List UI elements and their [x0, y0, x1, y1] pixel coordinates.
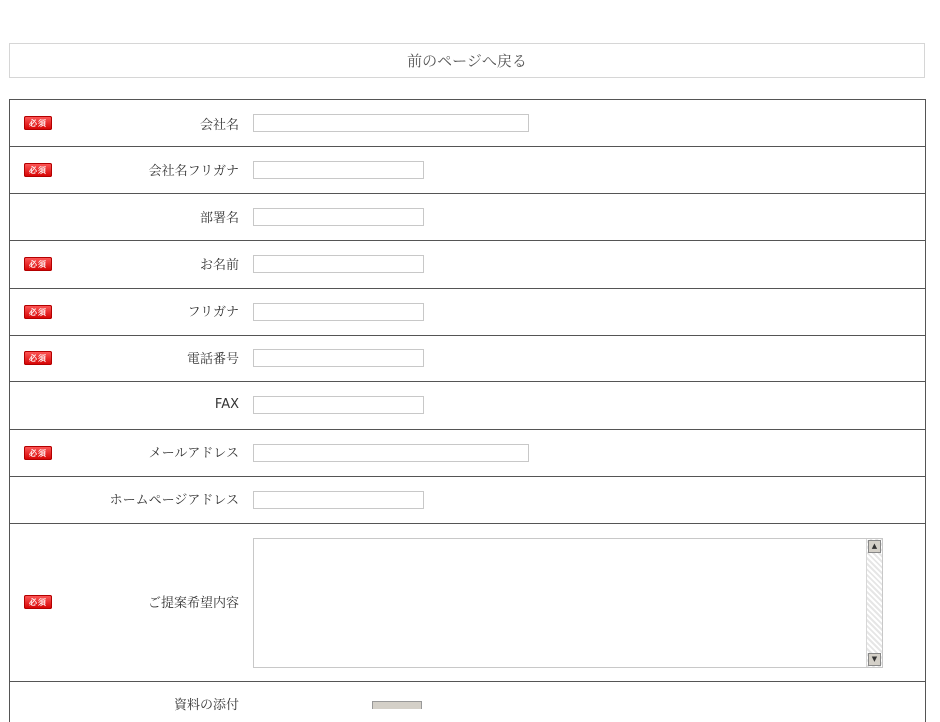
- form-row-name: [10, 241, 925, 289]
- required-badge: 必須: [24, 163, 52, 177]
- name-kana-input[interactable]: [253, 303, 424, 321]
- required-badge: 必須: [24, 595, 52, 609]
- back-to-previous-page-button[interactable]: [9, 43, 925, 78]
- fax-input[interactable]: [253, 396, 424, 414]
- form-row-phone: [10, 336, 925, 382]
- label-homepage: ホームページアドレス: [109, 493, 239, 508]
- company-name-kana-input[interactable]: [253, 161, 424, 179]
- form-row-company-name: [10, 100, 925, 147]
- department-input[interactable]: [253, 208, 424, 226]
- form-row-homepage: [10, 477, 925, 524]
- arrow-up-icon[interactable]: ▲: [868, 540, 881, 553]
- label-proposal: ご提案希望内容: [147, 596, 239, 611]
- label-company-name-kana: 会社名フリガナ: [148, 164, 239, 179]
- form-row-attachment: [10, 682, 925, 722]
- form-row-email: [10, 430, 925, 477]
- contact-form: [9, 99, 926, 722]
- email-input[interactable]: [253, 444, 529, 462]
- label-department: 部署名: [199, 211, 239, 226]
- form-row-department: [10, 194, 925, 241]
- proposal-textarea[interactable]: [254, 539, 866, 667]
- form-row-fax: [10, 382, 925, 430]
- required-badge: 必須: [24, 446, 52, 460]
- required-badge: 必須: [24, 305, 52, 319]
- phone-input[interactable]: [253, 349, 424, 367]
- company-name-input[interactable]: [253, 114, 529, 132]
- label-name-kana: フリガナ: [187, 305, 239, 320]
- required-badge: 必須: [24, 116, 52, 130]
- form-row-company-name-kana: [10, 147, 925, 194]
- proposal-scrollbar[interactable]: [866, 539, 882, 667]
- back-link-label: 前のページへ戻る: [407, 52, 527, 70]
- required-badge: 必須: [24, 257, 52, 271]
- arrow-down-icon[interactable]: ▼: [868, 653, 881, 666]
- label-phone: 電話番号: [186, 352, 239, 367]
- label-email: メールアドレス: [148, 446, 239, 461]
- label-attachment: 資料の添付: [173, 698, 239, 713]
- form-row-proposal: [10, 524, 925, 682]
- form-row-name-kana: [10, 289, 925, 336]
- label-fax: FAX: [214, 397, 239, 412]
- file-select-button[interactable]: [372, 701, 422, 709]
- name-input[interactable]: [253, 255, 424, 273]
- label-name: お名前: [199, 258, 239, 273]
- proposal-textarea-box: [253, 538, 883, 668]
- homepage-input[interactable]: [253, 491, 424, 509]
- required-badge: 必須: [24, 351, 52, 365]
- label-company-name: 会社名: [199, 118, 239, 133]
